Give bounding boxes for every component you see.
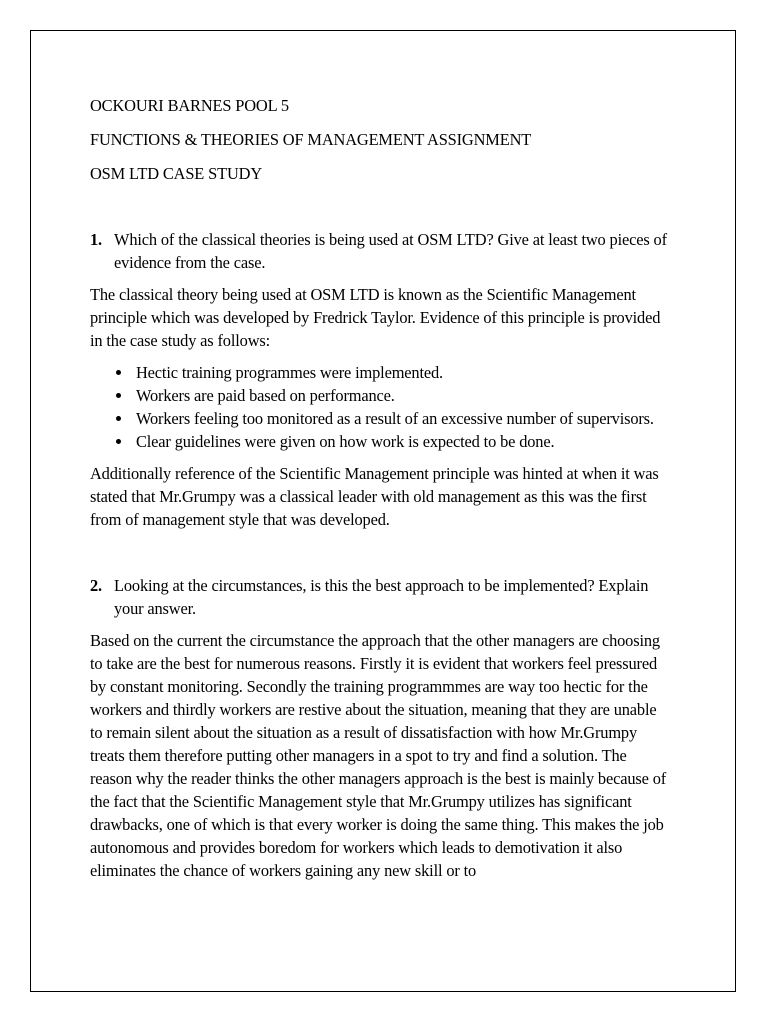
evidence-list-item: Workers feeling too monitored as a result of an excessive number of supervisors.	[90, 407, 672, 430]
bullet-icon	[116, 393, 121, 398]
question-2-answer: Based on the current the circumstance the approach that the other managers are choosing to take are the best for numerous reasons. Firstly it is evident that workers feel pressured by constant monitoring. Secondly the training programmmes are way too hectic for the workers and thirdly workers are restive about the situation, meaning that they are unable to remain silent about the situation as a result of dissatisfaction with how Mr.Grumpy treats them therefore putting other managers in a spot to try and find a solution. The reason why the reader thinks the other managers approach is the best is mainly because of the fact that the Scientific Management style that Mr.Grumpy utilizes has significant drawbacks, one of which is that every worker is doing the same thing. This makes the job autonomous and provides boredom for workers which leads to demotivation it also eliminates the chance of workers gaining any new skill or to	[90, 631, 667, 880]
case-study-title: OSM LTD CASE STUDY	[90, 164, 263, 183]
question-2-text: Looking at the circumstances, is this the best approach to be implemented? Explain your answer.	[114, 576, 649, 618]
document-body	[90, 94, 672, 882]
bullet-icon	[116, 439, 121, 444]
assignment-title: FUNCTIONS & THEORIES OF MANAGEMENT ASSIGNMENT	[90, 130, 532, 149]
author-line: OCKOURI BARNES POOL 5	[90, 96, 289, 115]
question-1-number: 1.	[90, 230, 102, 249]
evidence-list-item: Workers are paid based on performance.	[90, 384, 672, 407]
evidence-list	[90, 361, 672, 453]
question-2-number: 2.	[90, 576, 102, 595]
question-1-text: Which of the classical theories is being used at OSM LTD? Give at least two pieces of evidence from the case.	[114, 230, 667, 272]
question-1-answer-intro: The classical theory being used at OSM LTD is known as the Scientific Management principle which was developed by Fredrick Taylor. Evidence of this principle is provided in the case study as follows:	[90, 285, 661, 350]
question-1-answer-conclusion: Additionally reference of the Scientific Management principle was hinted at when it was stated that Mr.Grumpy was a classical leader with old management as this was the first from of management style that was developed.	[90, 464, 659, 529]
question-2	[90, 574, 672, 620]
evidence-list-item: Hectic training programmes were implemented.	[90, 361, 672, 384]
bullet-icon	[116, 416, 121, 421]
bullet-icon	[116, 370, 121, 375]
question-1	[90, 228, 672, 274]
evidence-list-item: Clear guidelines were given on how work is expected to be done.	[90, 430, 672, 453]
